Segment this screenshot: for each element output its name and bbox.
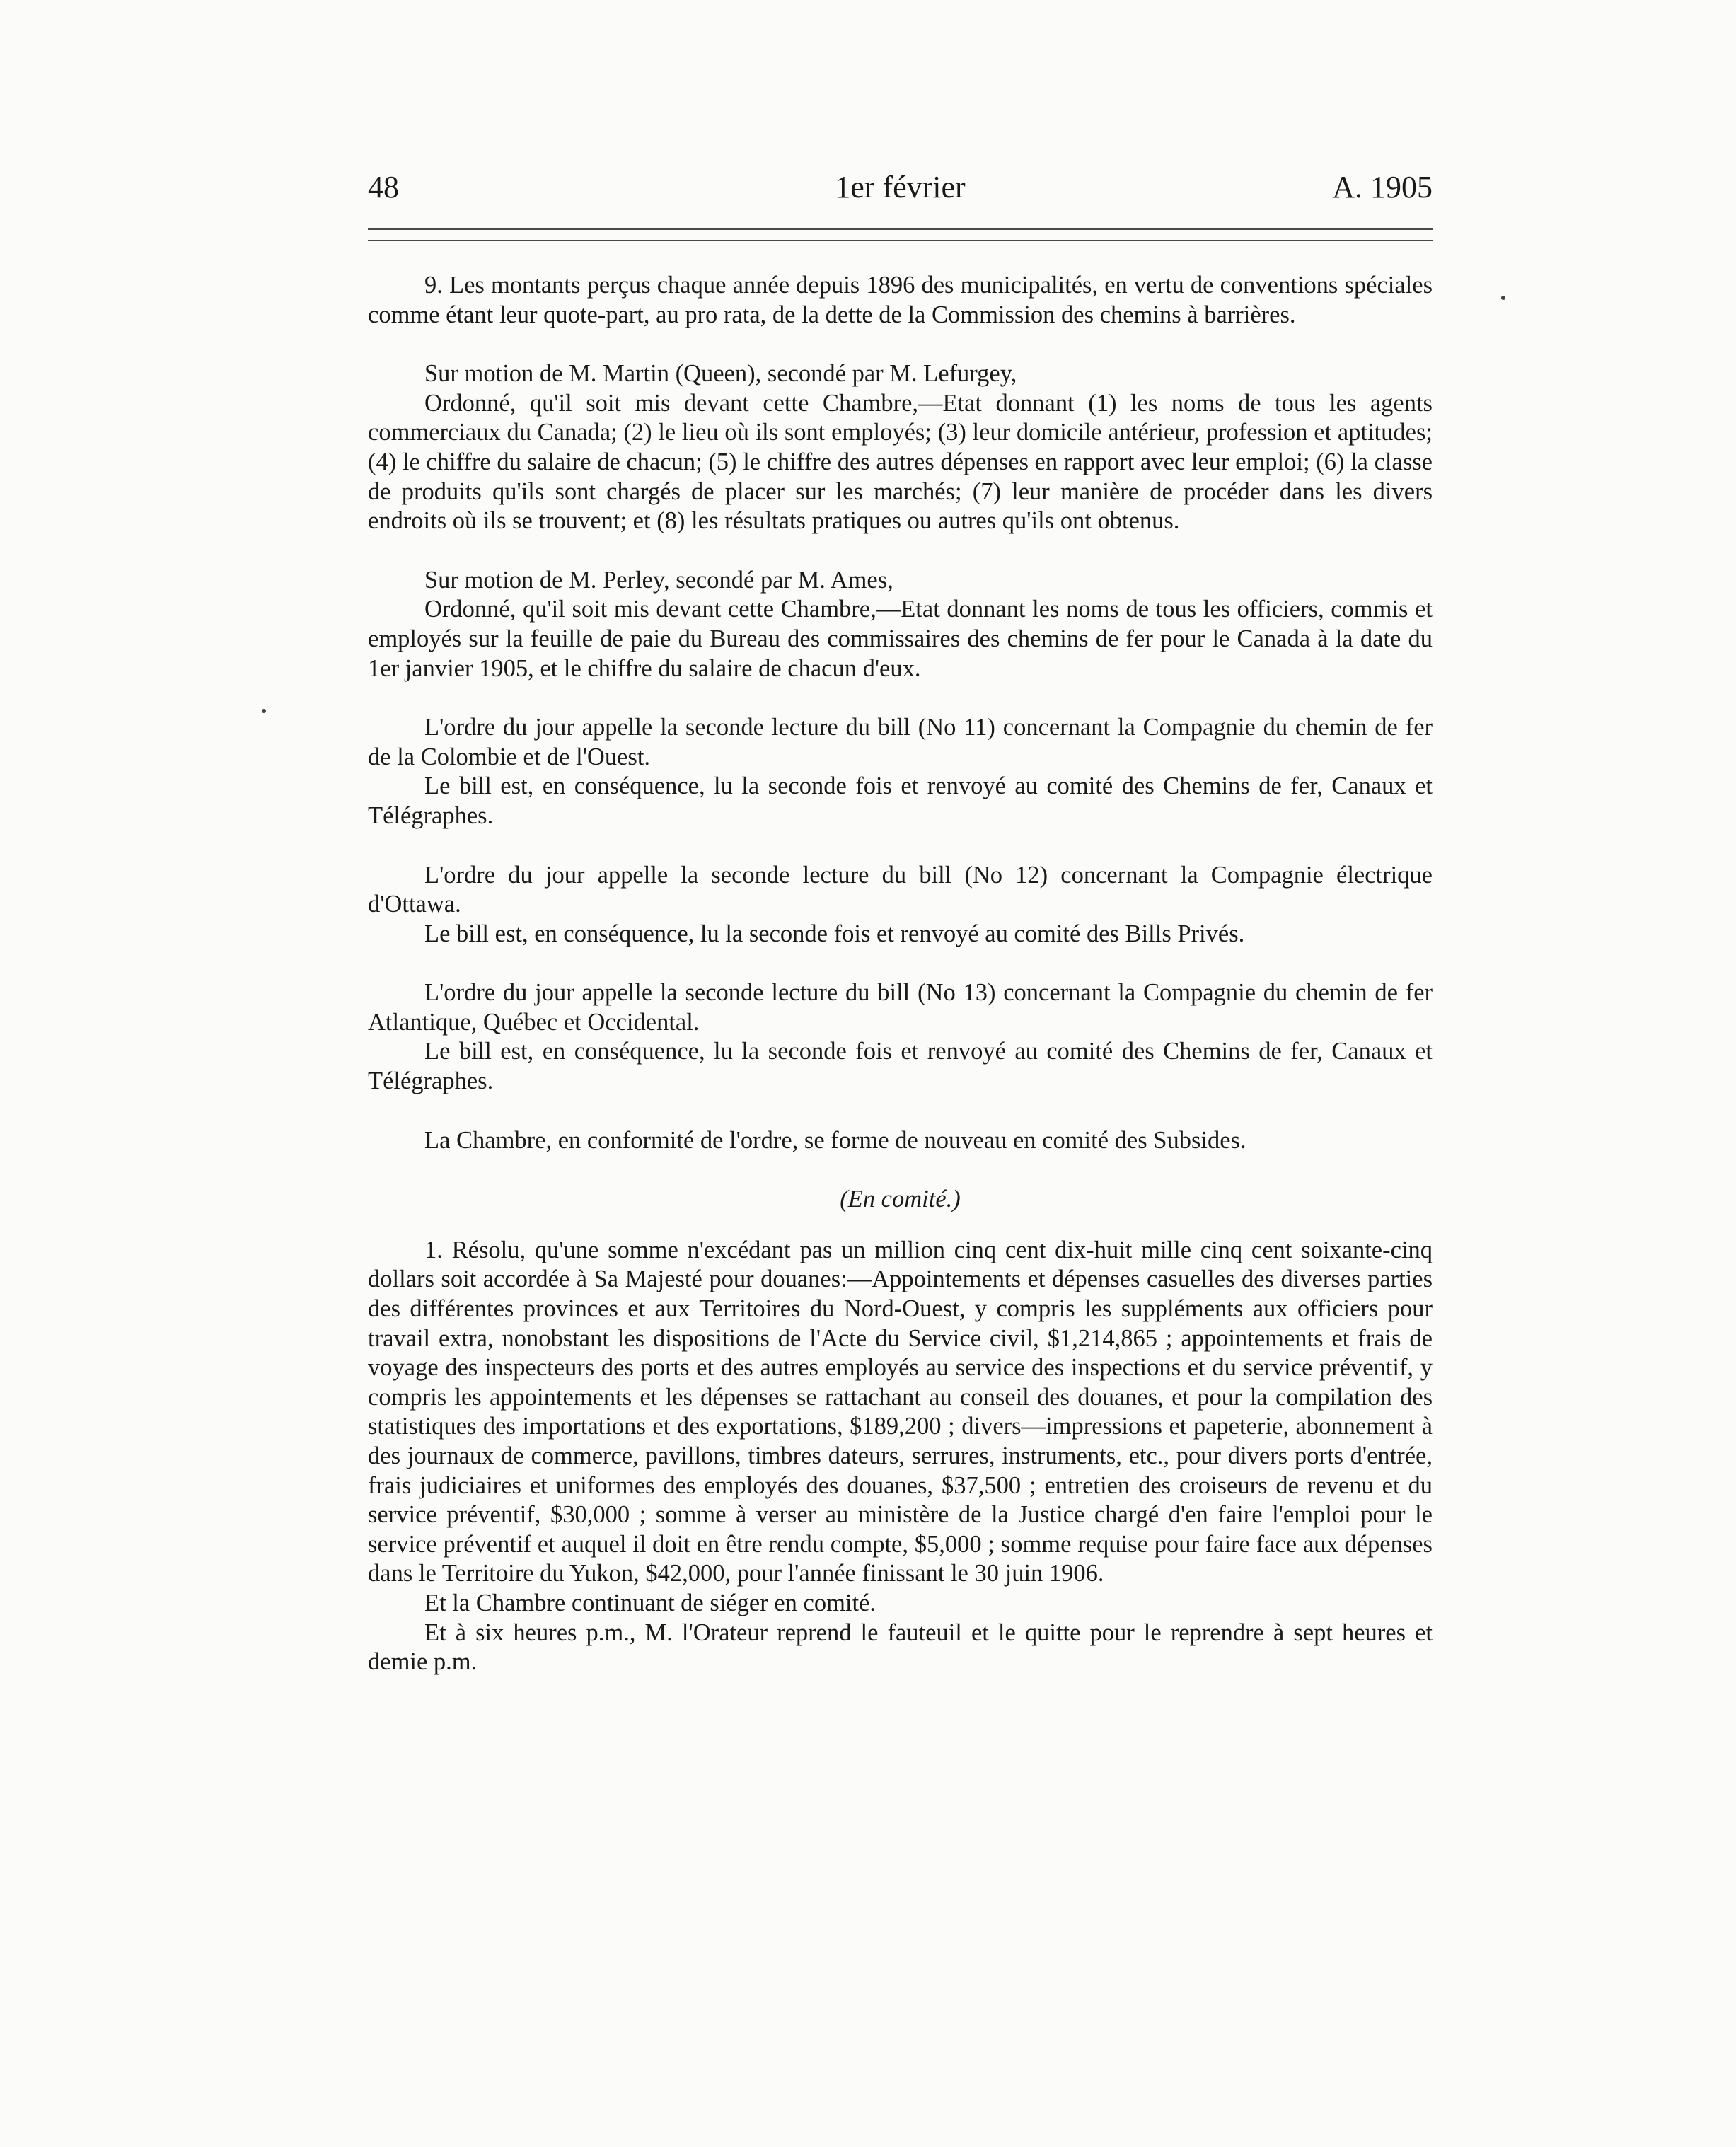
paragraph-resolution-1: 1. Résolu, qu'une somme n'excédant pas un million cinq cent dix-huit mille cinq cent soixante-cinq dollars soit accordée à Sa Majesté pour douanes:—Appointements et dépenses casuelles des diverses parties des différentes provinces et aux Territoires du Nord-Ouest, y compris les suppléments aux officiers pour travail extra, nonobstant les dispositions de l'Acte du Service civil, $1,214,865 ; appointements et frais de voyage des inspecteurs des ports et des autres employés au service des inspections et du service préventif, y compris les appointements et les dépenses se rattachant au conseil des douanes, et pour la compilation des statistiques des importations et des exportations, $189,200 ; divers—impressions et papeterie, abonnement à des journaux de commerce, pavillons, timbres dateurs, serrures, instruments, etc., pour divers ports d'entrée, frais judiciaires et uniformes des employés des douanes, $37,500 ; entretien des croiseurs de revenu et du service préventif, $30,000 ; somme à verser au ministère de la Justice chargé d'en faire l'emploi pour le service préventif et auquel il doit en être rendu compte, $5,000 ; somme requise pour faire face aux dépenses dans le Territoire du Yukon, $42,000, pour l'année finissant le 30 juin 1906. [368, 1236, 1433, 1587]
margin-speck [262, 709, 266, 713]
section-heading-in-committee: (En comité.) [840, 1186, 961, 1213]
document-page [368, 163, 1433, 1677]
paragraph-item-9: 9. Les montants perçus chaque année depuis 1896 des municipalités, en vertu de conventions spéciales comme étant leur quote-part, au pro rata, de la dette de la Commission des chemins à barrières. [368, 272, 1433, 328]
paragraph-order-officers: Ordonné, qu'il soit mis devant cette Chambre,—Etat donnant les noms de tous les officiers, commis et employés sur la feuille de paie du Bureau des commissaires des chemins de fer pour le Canada à la date du 1er janvier 1905, et le chiffre du salaire de chacun d'eux. [368, 596, 1433, 682]
paragraph-motion-perley: Sur motion de M. Perley, secondé par M. Ames, [424, 566, 893, 594]
paragraph-bill-12-referral: Le bill est, en conséquence, lu la seconde fois et renvoyé au comité des Bills Privés. [424, 920, 1245, 947]
page-header [368, 163, 1433, 212]
header-date: 1er février [835, 170, 966, 204]
header-year: A. 1905 [1332, 170, 1433, 204]
margin-speck [1501, 296, 1505, 300]
document-body [368, 271, 1433, 1677]
paragraph-bill-13: L'ordre du jour appelle la seconde lecture du bill (No 13) concernant la Compagnie du chemin de fer Atlantique, Québec et Occidental. [368, 979, 1433, 1036]
page-number: 48 [368, 170, 399, 204]
paragraph-committee-continues: Et la Chambre continuant de siéger en comité. [424, 1589, 876, 1616]
paragraph-bill-11: L'ordre du jour appelle la seconde lecture du bill (No 11) concernant la Compagnie du chemin de fer de la Colombie et de l'Ouest. [368, 714, 1433, 770]
paragraph-adjournment: Et à six heures p.m., M. l'Orateur reprend le fauteuil et le quitte pour le reprendre à sept heures et demie p.m. [368, 1619, 1433, 1676]
paragraph-bill-12: L'ordre du jour appelle la seconde lecture du bill (No 12) concernant la Compagnie électrique d'Ottawa. [368, 861, 1433, 918]
paragraph-bill-11-referral: Le bill est, en conséquence, lu la seconde fois et renvoyé au comité des Chemins de fer, Canaux et Télégraphes. [368, 772, 1433, 829]
paragraph-committee-supply: La Chambre, en conformité de l'ordre, se forme de nouveau en comité des Subsides. [424, 1126, 1246, 1154]
paragraph-order-agents: Ordonné, qu'il soit mis devant cette Chambre,—Etat donnant (1) les noms de tous les agents commerciaux du Canada; (2) le lieu où ils sont employés; (3) leur domicile antérieur, profession et aptitudes; (4) le chiffre du salaire de chacun; (5) le chiffre des autres dépenses en rapport avec leur emploi; (6) la classe de produits qu'ils sont chargés de placer sur les marchés; (7) leur manière de procéder dans les divers endroits où ils se trouvent; et (8) les résultats pratiques ou autres qu'ils ont obtenus. [368, 389, 1433, 535]
paragraph-motion-martin: Sur motion de M. Martin (Queen), secondé par M. Lefurgey, [424, 360, 1017, 388]
header-rule [368, 228, 1433, 241]
paragraph-bill-13-referral: Le bill est, en conséquence, lu la seconde fois et renvoyé au comité des Chemins de fer, Canaux et Télégraphes. [368, 1038, 1433, 1095]
